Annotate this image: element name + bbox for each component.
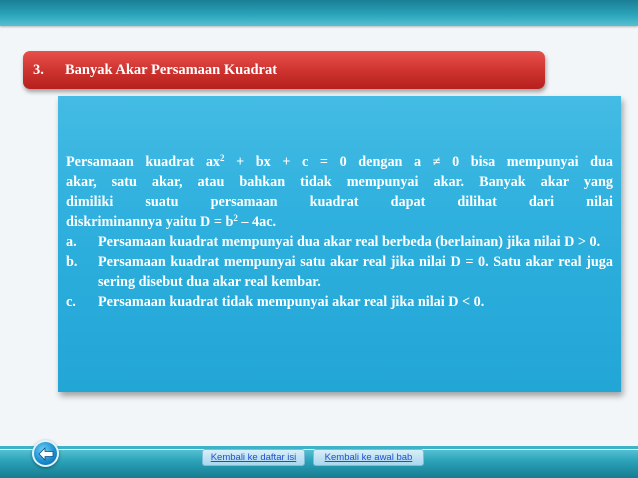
list-item: [66, 292, 613, 312]
section-title: Banyak Akar Persamaan Kuadrat: [65, 61, 278, 78]
list-text: Persamaan kuadrat tidak mempunyai akar real jika nilai D < 0.: [98, 294, 485, 310]
list-marker: b.: [66, 254, 78, 270]
intro-line-3: dimiliki suatu persamaan kuadrat dapat dilihat dari nilai: [66, 194, 613, 210]
list-text: Persamaan kuadrat mempunyai satu akar real jika nilai D = 0. Satu akar real juga sering disebut dua akar real kembar.: [98, 254, 613, 290]
intro-paragraph: [66, 152, 613, 232]
toc-link[interactable]: Kembali ke daftar isi: [202, 449, 305, 466]
chapter-start-link[interactable]: Kembali ke awal bab: [313, 449, 424, 466]
list-text: Persamaan kuadrat mempunyai dua akar real berbeda (berlainan) jika nilai D > 0.: [98, 234, 601, 250]
content-box: [58, 96, 621, 392]
list-marker: c.: [66, 294, 76, 310]
intro-line-1: Persamaan kuadrat $ax^2$ + bx + c = 0 dengan a ≠ 0 bisa mempunyai dua: [66, 153, 613, 170]
superscript-2: 2: [220, 153, 225, 163]
section-header: [23, 51, 545, 89]
section-number: 3.: [33, 61, 44, 78]
list-item: [66, 232, 613, 252]
intro-line-2: akar, satu akar, atau bahkan tidak mempunyai akar. Banyak akar yang: [66, 174, 613, 190]
back-button[interactable]: [32, 440, 59, 467]
arrow-left-icon: [38, 447, 54, 461]
list-marker: a.: [66, 234, 77, 250]
superscript-2: 2: [233, 213, 238, 223]
top-band: [0, 0, 638, 26]
intro-line-4: diskriminannya yaitu $D = b^2 - 4ac$.: [66, 213, 277, 230]
list-item: [66, 252, 613, 292]
